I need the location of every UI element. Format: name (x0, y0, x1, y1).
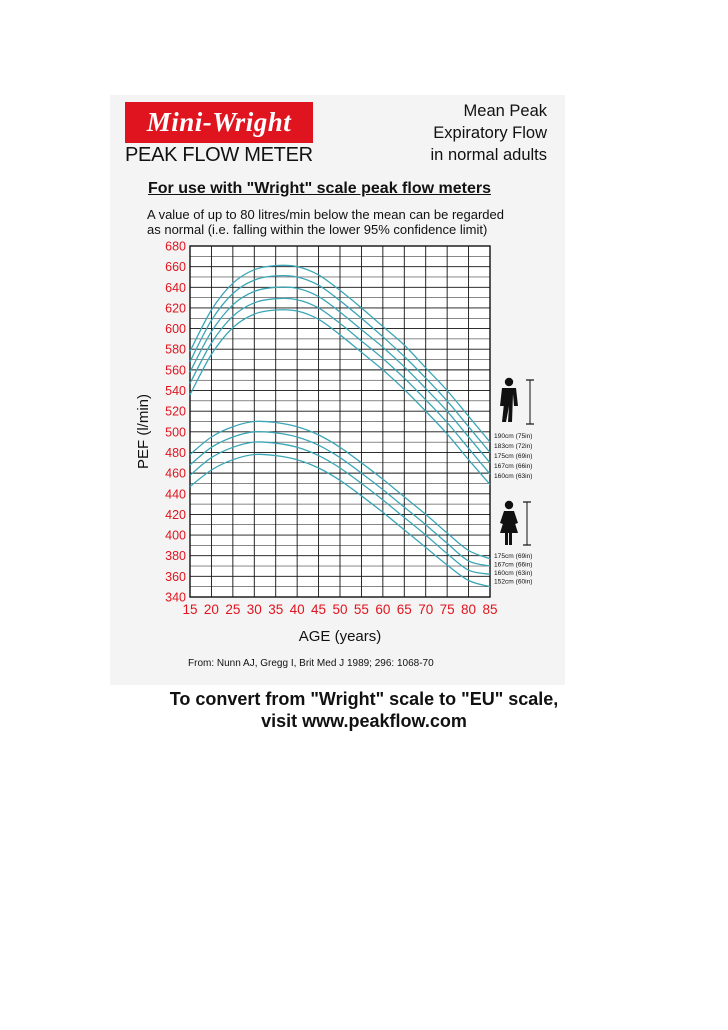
logo-text: Mini-Wright (146, 107, 292, 137)
y-tick-label: 600 (165, 322, 186, 337)
note-line-1: A value of up to 80 litres/min below the mean can be regarded (147, 207, 504, 222)
note-line-2: as normal (i.e. falling within the lower 95% confidence limit) (147, 222, 488, 237)
y-tick-label: 460 (165, 466, 186, 481)
legend-label-female: 167cm (66in) (494, 561, 533, 569)
y-tick-label: 620 (165, 301, 186, 316)
x-axis-title: AGE (years) (298, 628, 382, 645)
x-tick-label: 25 (225, 602, 241, 617)
conversion-note (100, 688, 628, 732)
x-tick-label: 40 (289, 602, 305, 617)
conversion-line-2: visit www.peakflow.com (261, 711, 467, 731)
x-tick-label: 20 (203, 602, 219, 617)
legend-label-female: 152cm (60in) (494, 578, 533, 586)
male-figure-icon (500, 378, 534, 424)
female-head (505, 501, 513, 509)
y-tick-label: 500 (165, 425, 186, 440)
legend-label-male: 190cm (75in) (494, 433, 533, 440)
legend-label-male: 183cm (72in) (494, 443, 533, 450)
legend-label-male: 175cm (69in) (494, 453, 533, 460)
x-tick-label: 60 (375, 602, 391, 617)
product-name: PEAK FLOW METER (125, 144, 313, 166)
y-tick-label: 380 (165, 549, 186, 564)
y-tick-label: 360 (165, 569, 186, 584)
legend-label-male: 167cm (66in) (494, 463, 533, 470)
legend-label-male: 160cm (63in) (494, 473, 533, 480)
y-tick-label: 480 (165, 445, 186, 460)
x-tick-label: 35 (268, 602, 284, 617)
usage-title: For use with "Wright" scale peak flow meters (148, 180, 491, 197)
y-tick-label: 520 (165, 404, 186, 419)
x-tick-label: 55 (353, 602, 369, 617)
female-body (500, 511, 518, 545)
x-tick-label: 30 (246, 602, 262, 617)
heading-line-1: Mean Peak (463, 102, 547, 120)
x-tick-label: 75 (439, 602, 455, 617)
x-tick-label: 70 (418, 602, 434, 617)
legend-label-female: 175cm (69in) (494, 553, 533, 560)
y-tick-label: 660 (165, 260, 186, 275)
x-tick-label: 15 (182, 602, 198, 617)
y-axis-title: PEF (l/min) (135, 394, 152, 469)
y-tick-label: 540 (165, 384, 186, 399)
legend-label-female: 160cm (63in) (494, 570, 533, 577)
female-figure-icon (500, 501, 531, 545)
male-head (505, 378, 513, 386)
y-tick-label: 440 (165, 487, 186, 502)
heading-line-3: in normal adults (430, 146, 547, 164)
x-tick-label: 80 (461, 602, 477, 617)
male-body (500, 388, 518, 422)
y-tick-label: 640 (165, 280, 186, 295)
x-tick-label: 50 (332, 602, 348, 617)
y-tick-label: 680 (165, 239, 186, 254)
x-tick-label: 85 (482, 602, 498, 617)
y-tick-label: 400 (165, 528, 186, 543)
x-tick-label: 65 (396, 602, 412, 617)
y-tick-label: 420 (165, 507, 186, 522)
y-tick-label: 560 (165, 363, 186, 378)
y-tick-label: 340 (165, 590, 186, 605)
conversion-line-1: To convert from "Wright" scale to "EU" scale, (169, 689, 559, 709)
y-tick-label: 580 (165, 342, 186, 357)
heading-line-2: Expiratory Flow (433, 124, 547, 142)
source-citation: From: Nunn AJ, Gregg I, Brit Med J 1989; 296: 1068-70 (188, 658, 434, 669)
x-tick-label: 45 (311, 602, 327, 617)
